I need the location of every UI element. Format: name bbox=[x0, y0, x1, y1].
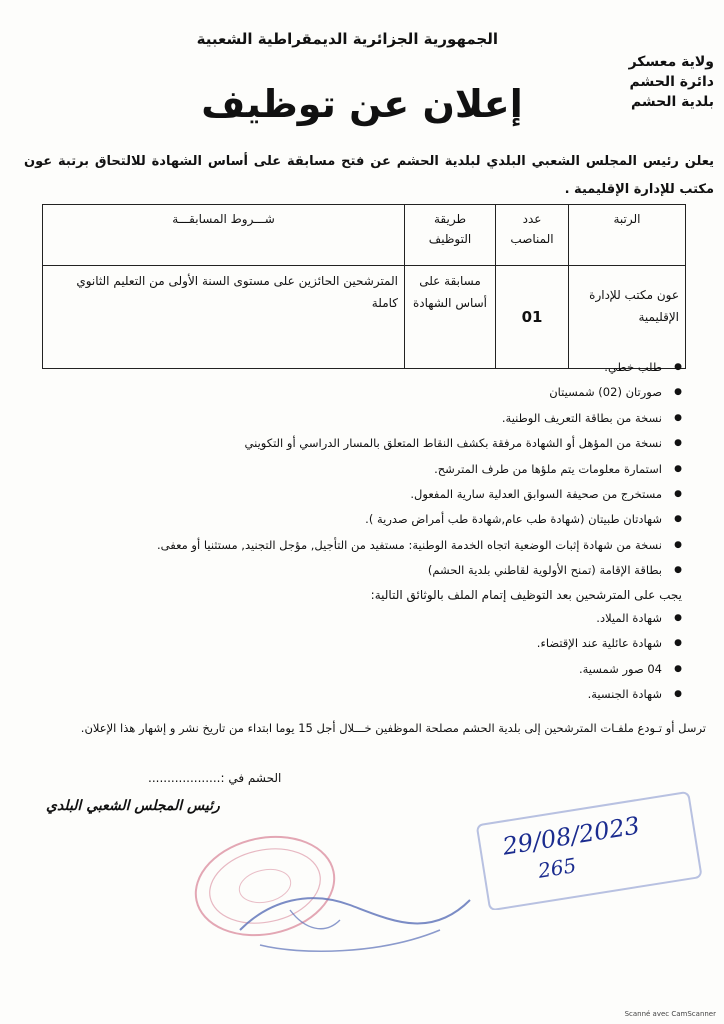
table-row bbox=[43, 266, 686, 369]
list-item: ● طلب خطي. bbox=[157, 355, 684, 380]
list-item: ● نسخة من المؤهل أو الشهادة مرفقة بكشف النقاط المتعلق بالمسار الدراسي أو التكويني bbox=[157, 431, 684, 456]
header-method: طريقة التوظيف bbox=[405, 205, 496, 266]
scanner-watermark: Scanné avec CamScanner bbox=[624, 1010, 716, 1018]
stamp-number: 265 bbox=[536, 853, 578, 883]
list-item: ● 04 صور شمسية. bbox=[537, 657, 684, 682]
stamp-date: 29/08/2023 bbox=[500, 811, 642, 861]
list-item: ● مستخرج من صحيفة السوابق العدلية سارية المفعول. bbox=[157, 482, 684, 507]
post-hiring-documents-list bbox=[537, 606, 684, 708]
page-title: إعلان عن توظيف bbox=[201, 82, 523, 126]
table-header-row bbox=[43, 205, 686, 266]
daira-line: دائرة الحشم bbox=[629, 74, 714, 90]
list-item: ● نسخة من بطاقة التعريف الوطنية. bbox=[157, 406, 684, 431]
list-item: ● شهادتان طبيتان (شهادة طب عام,شهادة طب أمراض صدرية ). bbox=[157, 507, 684, 532]
handwritten-signature bbox=[230, 860, 490, 970]
cell-positions: 01 bbox=[496, 266, 569, 369]
recruitment-table bbox=[42, 204, 686, 369]
list-item: ● بطاقة الإقامة (تمنح الأولوية لقاطني بلدية الحشم) bbox=[157, 558, 684, 583]
header-positions: عدد المناصب bbox=[496, 205, 569, 266]
signature-place: الحشم في :................... bbox=[148, 771, 282, 785]
list-item: ● شهادة الميلاد. bbox=[537, 606, 684, 631]
list-item: ● نسخة من شهادة إثبات الوضعية اتجاه الخدمة الوطنية: مستفيد من التأجيل, مؤجل التجنيد, مستثنيا أو معفى. bbox=[157, 533, 684, 558]
list-item: ● استمارة معلومات يتم ملؤها من طرف المترشح. bbox=[157, 457, 684, 482]
post-hiring-heading: يجب على المترشحين بعد التوظيف إتمام الملف بالوثائق التالية: bbox=[370, 588, 682, 602]
cell-rank: عون مكتب للإدارة الإقليمية bbox=[569, 266, 686, 369]
cell-method: مسابقة على أساس الشهادة bbox=[405, 266, 496, 369]
wilaya-line: ولاية معسكر bbox=[628, 54, 714, 70]
intro-paragraph: يعلن رئيس المجلس الشعبي البلدي لبلدية الحشم عن فتح مسابقة على أساس الشهادة للالتحاق برتبة عون مكتب للإدارة الإقليمية . bbox=[24, 154, 714, 197]
submission-note: ترسل أو تـودع ملفـات المترشحين إلى بلدية الحشم مصلحة الموظفين خـــلال أجل 15 يوما ابتداء من تاريخ نشر و إشهار هذا الإعلان. bbox=[80, 721, 706, 735]
cell-conditions: المترشحين الحائزين على مستوى السنة الأولى من التعليم الثانوي كاملة bbox=[43, 266, 405, 369]
list-item: ● صورتان (02) شمسيتان bbox=[157, 380, 684, 405]
header-conditions: شـــروط المسابقـــة bbox=[43, 205, 405, 266]
required-documents-list bbox=[157, 355, 684, 584]
commune-line: بلدية الحشم bbox=[630, 94, 714, 110]
list-item: ● شهادة عائلية عند الإقتضاء. bbox=[537, 631, 684, 656]
list-item: ● شهادة الجنسية. bbox=[537, 682, 684, 707]
republic-header: الجمهورية الجزائرية الديمقراطية الشعبية bbox=[196, 30, 498, 48]
signature-title: رئيس المجلس الشعبي البلدي bbox=[46, 798, 220, 814]
header-rank: الرتبة bbox=[569, 205, 686, 266]
